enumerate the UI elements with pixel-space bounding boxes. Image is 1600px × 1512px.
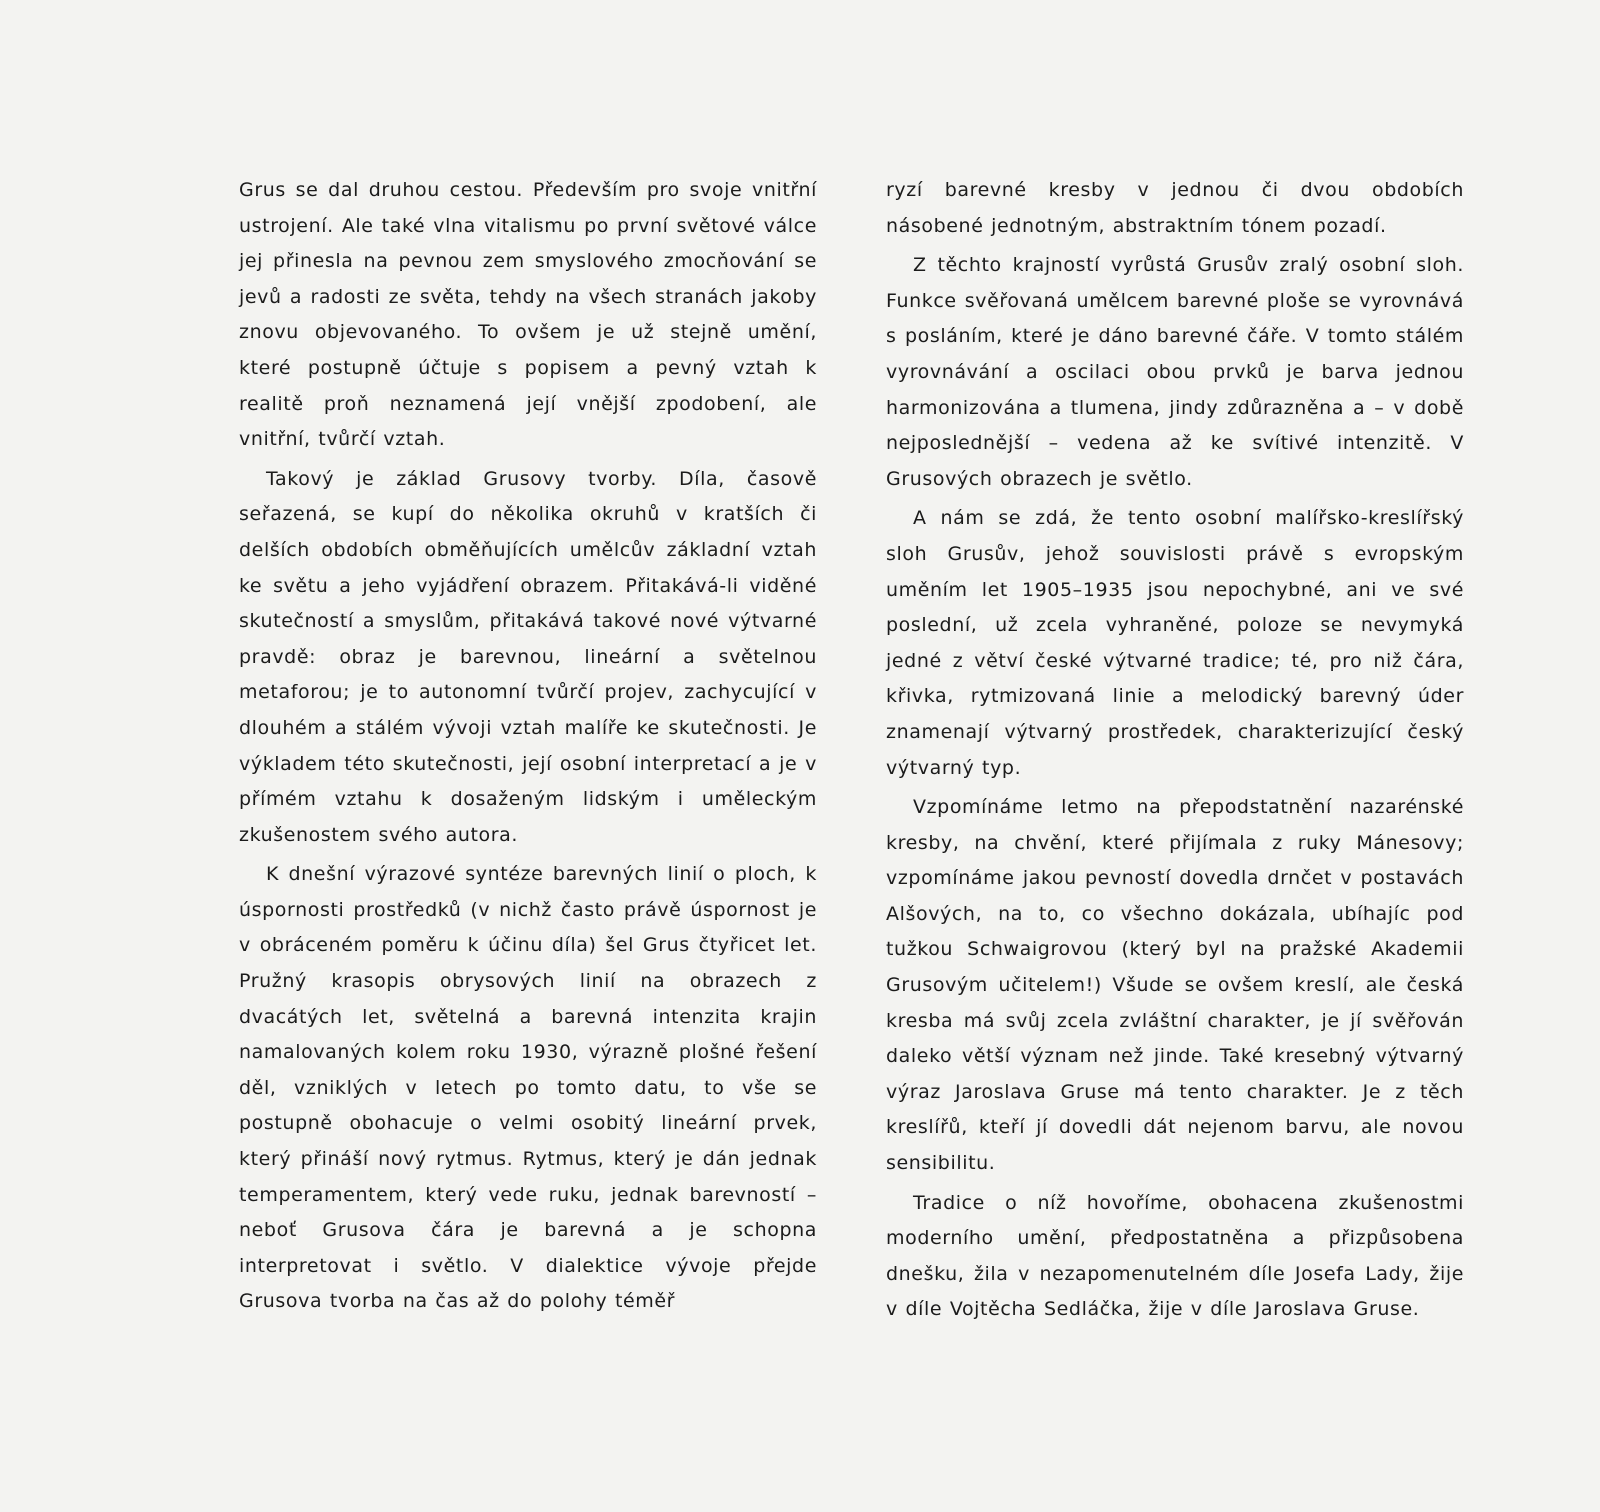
paragraph: Grus se dal druhou cestou. Především pro svoje vnitřní ustrojení. Ale také vlna vitalismu po první světové válce jej přinesla na pevnou zem smyslového zmocňování se jevů a radosti ze světa, tehdy na všech stranách jakoby znovu objevovaného. To ovšem je už stejně umění, které postupně účtuje s popisem a pevný vztah k realitě proň neznamená její vnější zpodobení, ale vnitřní, tvůrčí vztah. (239, 179, 817, 451)
paragraph: Z těchto krajností vyrůstá Grusův zralý osobní sloh. Funkce svěřovaná umělcem barevné ploše se vyrovnává s posláním, které je dáno barevné čáře. V tomto stálém vyrovnávání a oscilaci obou prvků je barva jednou harmonizována a tlumena, jindy zdůrazněna a – v době nejposlednější – vedena až ke svítivé intenzitě. V Grusových obrazech je světlo. (886, 254, 1464, 490)
paragraph: Takový je základ Grusovy tvorby. Díla, časově seřazená, se kupí do několika okruhů v kratších či delších obdobích obměňujících umělcův základní vztah ke světu a jeho vyjádření obrazem. Přitakává-li viděné skutečností a smyslům, přitakává takové nové výtvarné pravdě: obraz je barevnou, lineární a světelnou metaforou; je to autonomní tvůrčí projev, zachycující v dlouhém a stálém vývoji vztah malíře ke skutečnosti. Je výkladem této skutečnosti, její osobní interpretací a je v přímém vztahu k dosaženým lidským i uměleckým zkušenostem svého autora. (239, 467, 817, 846)
paragraph: K dnešní výrazové syntéze barevných linií o ploch, k úspornosti prostředků (v nichž často právě úspornost je v obráceném poměru k účinu díla) šel Grus čtyřicet let. Pružný krasopis obrysových linií na obrazech z dvacátých let, světelná a barevná intenzita krajin namalovaných kolem roku 1930, výrazně plošné řešení děl, vzniklých v letech po tomto datu, to vše se postupně obohacuje o velmi osobitý lineární prvek, který přináší nový rytmus. Rytmus, který je dán jednak temperamentem, který vede ruku, jednak barevností – neboť Grusova čára je barevná a je schopna interpretovat i světlo. V dialektice vývoje přejde Grusova tvorba na čas až do polohy téměř (239, 863, 817, 1313)
paragraph: Vzpomínáme letmo na přepodstatnění nazarénské kresby, na chvění, které přijímala z ruky Mánesovy; vzpomínáme jakou pevností dovedla drnčet v postavách Alšových, na to, co všechno dokázala, ubíhajíc pod tužkou Schwaigrovou (který byl na pražské Akademii Grusovým učitelem!) Všude se ovšem kreslí, ale česká kresba má svůj zcela zvláštní charakter, je jí svěřován daleko větší význam než jinde. Také kresebný výtvarný výraz Jaroslava Gruse má tento charakter. Je z těch kreslířů, kteří jí dovedli dát nejenom barvu, ale novou sensibilitu. (886, 796, 1464, 1175)
paragraph: Tradice o níž hovoříme, obohacena zkušenostmi moderního umění, předpostatněna a přizpůsobena dnešku, žila v nezapomenutelném díle Josefa Lady, žije v díle Vojtěcha Sedláčka, žije v díle Jaroslava Gruse. (886, 1191, 1464, 1321)
paragraph: A nám se zdá, že tento osobní malířsko-kreslířský sloh Grusův, jehož souvislosti právě s evropským uměním let 1905–1935 jsou nepochybné, ani ve své poslední, už zcela vyhraněné, poloze se nevymyká jedné z větví české výtvarné tradice; té, pro niž čára, křivka, rytmizovaná linie a melodický barevný úder znamenají výtvarný prostředek, charakterizující český výtvarný typ. (886, 507, 1464, 779)
paragraph: ryzí barevné kresby v jednou či dvou obdobích násobené jednotným, abstraktním tónem pozadí. (886, 179, 1464, 237)
left-text-column (239, 173, 817, 1324)
right-text-column (886, 173, 1464, 1332)
